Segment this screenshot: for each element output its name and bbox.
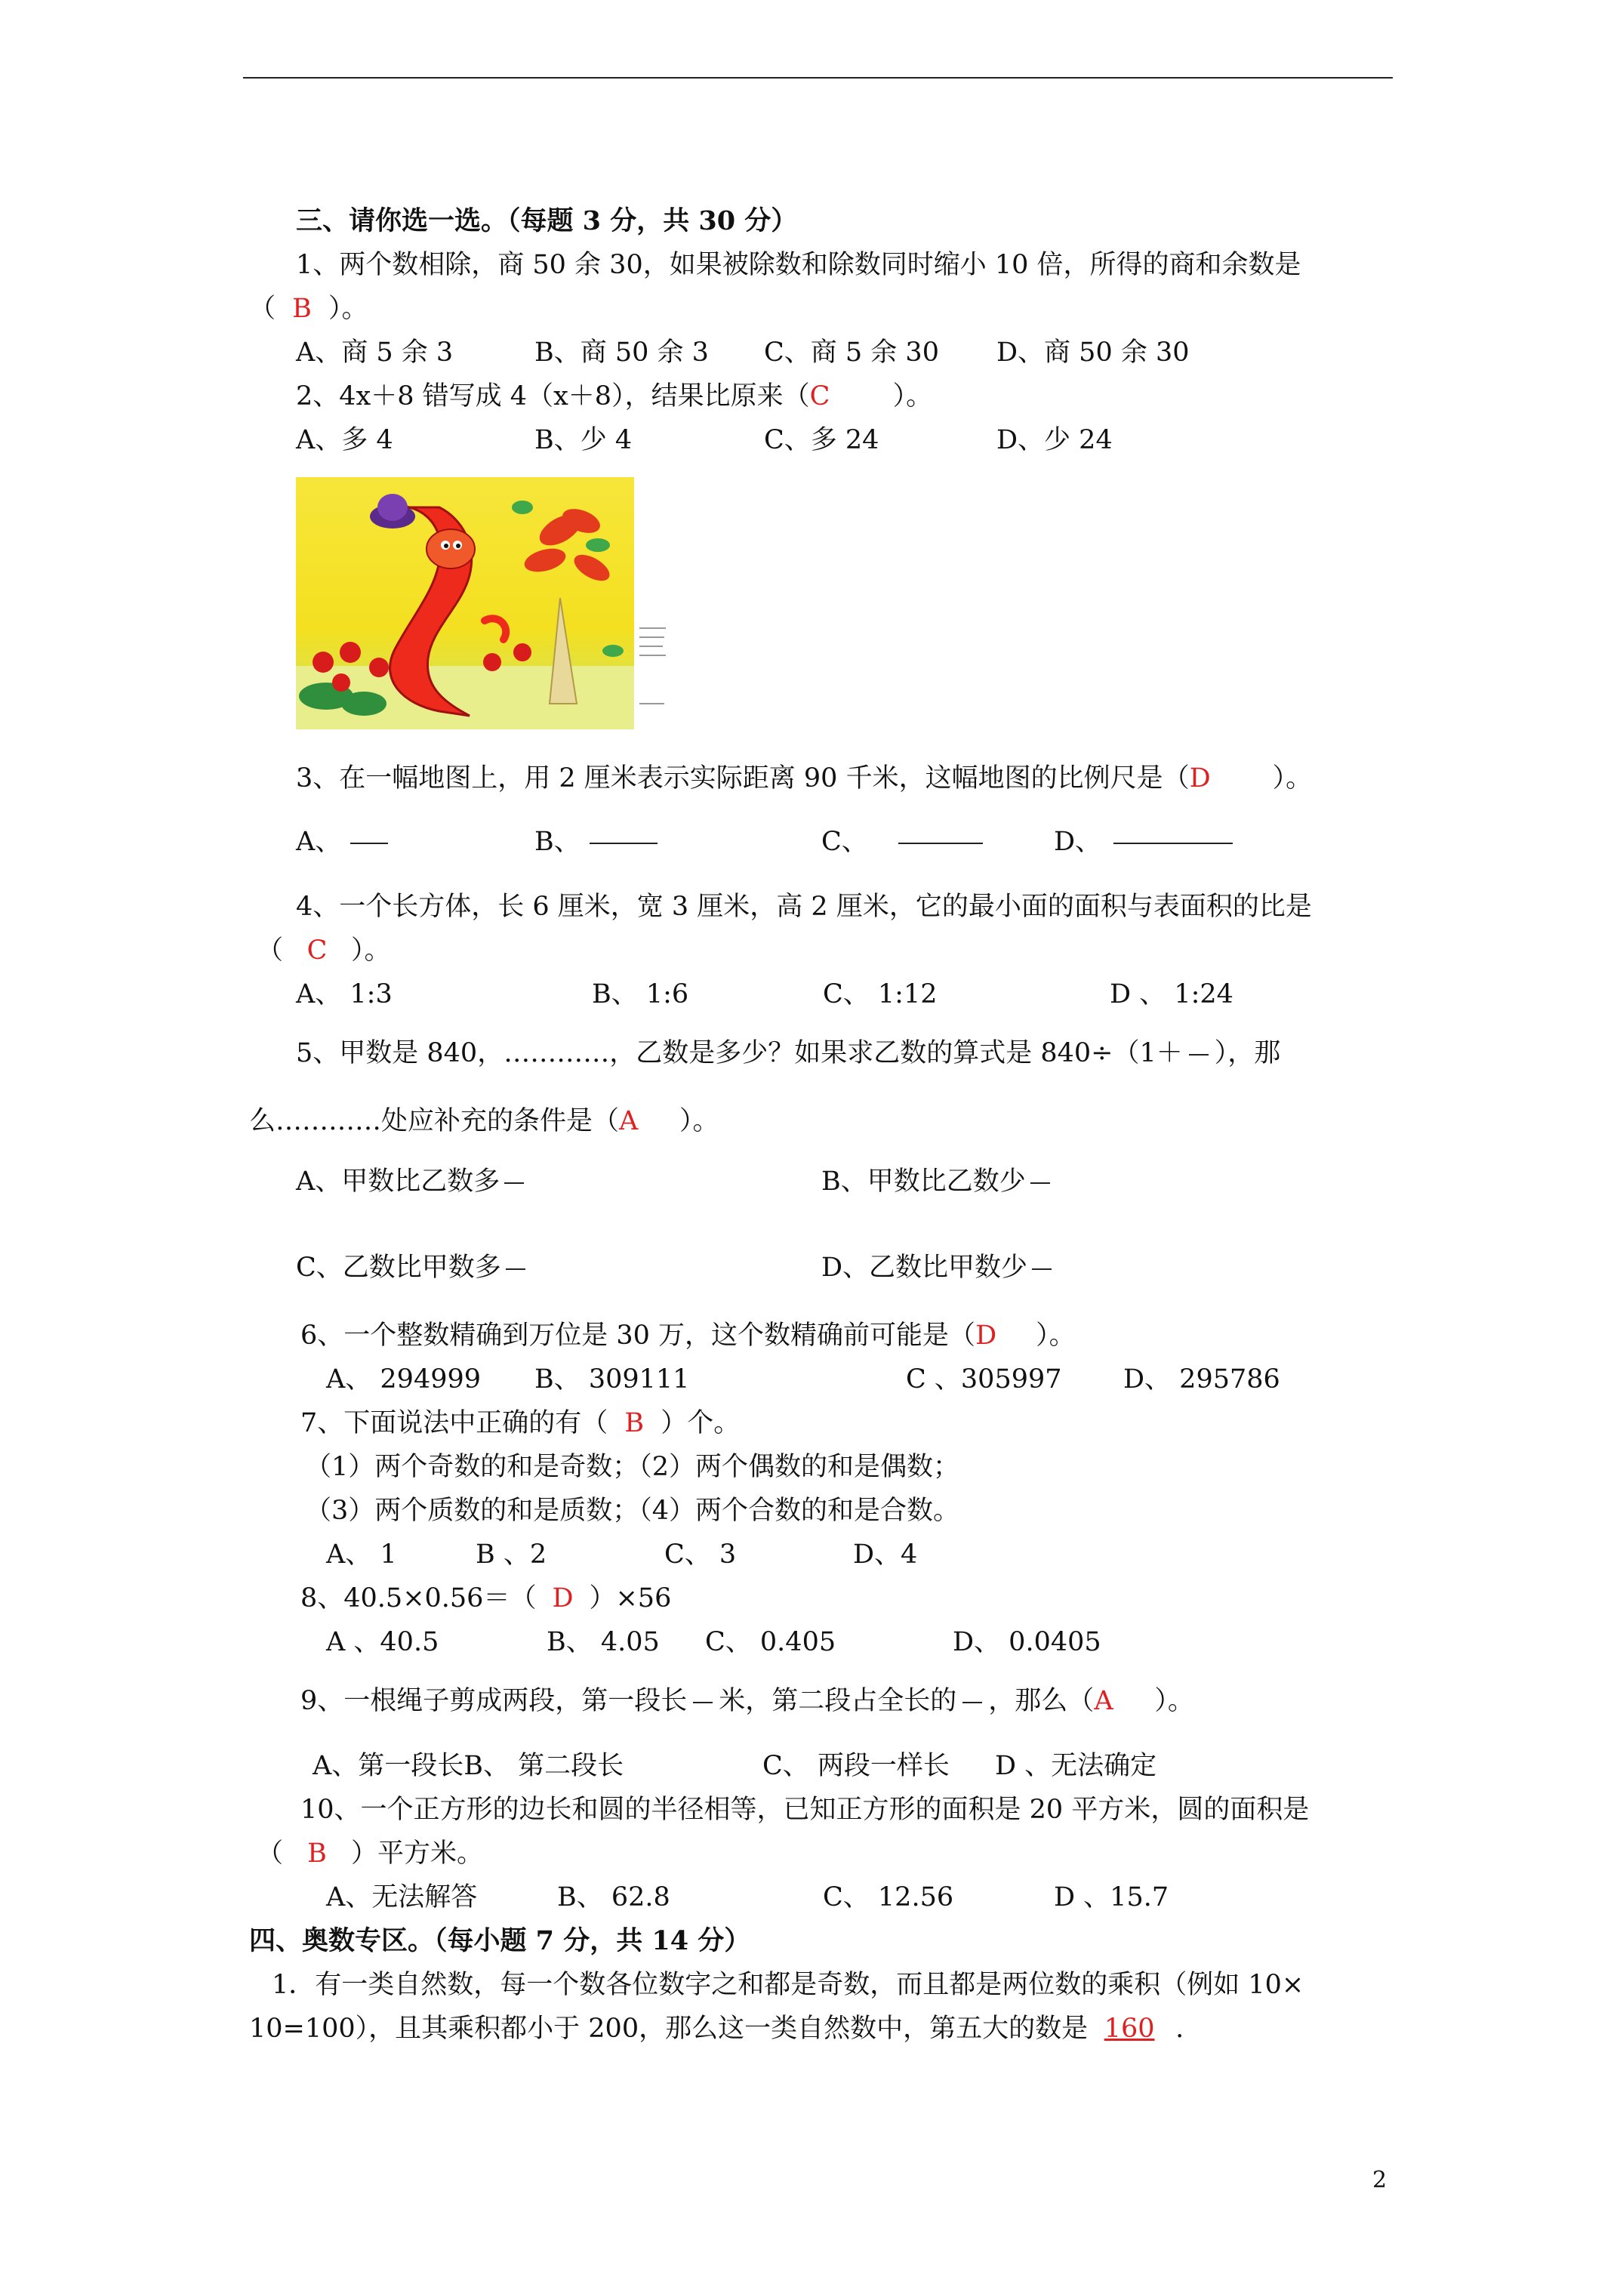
section3-heading: 三、请你选一选。（每题 3 分，共 30 分） [296, 205, 798, 236]
q1-option-b: B、商 50 余 3 [534, 337, 709, 368]
q6-option-d: D、 295786 [1123, 1364, 1280, 1395]
page-number: 2 [1372, 2167, 1387, 2193]
q8-option-a: A 、40.5 [326, 1627, 439, 1657]
q1-option-c: C、商 5 余 30 [764, 337, 939, 368]
q5-stem: 5、甲数是 840，…………，乙数是多少？如果求乙数的算式是 840÷（1＋ ），那 [296, 1038, 1281, 1068]
q5-option-c: C、乙数比甲数多 [296, 1252, 525, 1284]
q5-line2: 么…………处应补充的条件是（A ）。 [249, 1106, 719, 1136]
q4-option-c: C、 1:12 [823, 979, 938, 1009]
q7-statement-1: （1）两个奇数的和是奇数；（2）两个偶数的和是偶数； [305, 1452, 960, 1482]
cartoon-cat-illustration [296, 477, 670, 729]
q4-answer: C [306, 935, 328, 966]
q6-line: 6、一个整数精确到万位是 30 万，这个数精确前可能是（D ）。 [300, 1321, 1076, 1351]
q8-option-d: D、 0.0405 [953, 1627, 1101, 1657]
q2-line: 2、4x＋8 错写成 4（x＋8），结果比原来（C ）。 [296, 381, 933, 411]
q3-option-c: C、 [821, 826, 983, 858]
q4-option-d: D 、 1:24 [1110, 979, 1233, 1009]
q4-option-a: A、 1:3 [296, 979, 393, 1009]
q8-answer: D [552, 1583, 574, 1613]
q10-option-a: A、无法解答 [326, 1882, 478, 1912]
q5-option-a: A、甲数比乙数多 [296, 1166, 524, 1197]
q2-option-d: D、少 24 [996, 425, 1113, 455]
q3-answer: D [1189, 763, 1211, 794]
q7-line: 7、下面说法中正确的有（ B ）个。 [300, 1408, 741, 1438]
q4-stem: 4、一个长方体，长 6 厘米，宽 3 厘米，高 2 厘米，它的最小面的面积与表面积的比是 [296, 892, 1312, 922]
q7-answer: B [624, 1408, 645, 1438]
q2-option-c: C、多 24 [764, 425, 879, 455]
s4-q1-answer: 160 [1104, 2014, 1155, 2044]
q10-stem: 10、一个正方形的边长和圆的半径相等，已知正方形的面积是 20 平方米，圆的面积是 [300, 1795, 1310, 1825]
q8-line: 8、40.5×0.56＝（ D ）×56 [300, 1583, 672, 1613]
q6-option-b: B、 309111 [534, 1364, 690, 1395]
q8-option-b: B、 4.05 [547, 1627, 660, 1657]
q9-answer: A [1094, 1686, 1113, 1716]
q10-option-c: C、 12.56 [823, 1882, 954, 1912]
q2-option-a: A、多 4 [296, 425, 393, 455]
q10-answer-line: （ B ）平方米。 [257, 1838, 484, 1869]
q1-stem: 1、两个数相除，商 50 余 30，如果被除数和除数同时缩小 10 倍，所得的商和余数是 [296, 250, 1301, 280]
q1-option-d: D、商 50 余 30 [996, 337, 1190, 368]
q10-option-d: D 、15.7 [1054, 1882, 1169, 1912]
q1-option-a: A、商 5 余 3 [296, 337, 454, 368]
section4-heading: 四、奥数专区。（每小题 7 分，共 14 分） [249, 1925, 751, 1956]
q4-option-b: B、 1:6 [592, 979, 689, 1009]
q8-option-c: C、 0.405 [705, 1627, 836, 1657]
q4-answer-line: （ C ）。 [257, 935, 391, 966]
q2-option-b: B、少 4 [534, 425, 633, 455]
q9-line: 9、一根绳子剪成两段，第一段长 米，第二段占全长的 ，那么（A ）。 [300, 1686, 1194, 1716]
q7-option-a: A、 1 [326, 1539, 397, 1570]
q9-option-c: C、 两段一样长 [762, 1751, 950, 1781]
q7-option-c: C、 3 [664, 1539, 737, 1570]
q7-option-b: B 、2 [476, 1539, 547, 1570]
s4-q1-line1: 1．有一类自然数，每一个数各位数字之和都是奇数，而且都是两位数的乘积（例如 10× [272, 1970, 1304, 2000]
q3-option-d: D、 [1054, 826, 1233, 858]
q9-option-d: D 、无法确定 [995, 1751, 1157, 1781]
s4-q1-line2: 10=100），且其乘积都小于 200，那么这一类自然数中，第五大的数是 160 . [249, 2014, 1184, 2044]
q6-answer: D [975, 1321, 997, 1351]
q5-answer: A [619, 1106, 639, 1136]
q1-answer: B [292, 294, 312, 324]
q10-option-b: B、 62.8 [557, 1882, 670, 1912]
q3-option-b: B、 [534, 826, 658, 858]
q7-statement-2: （3）两个质数的和是质数；（4）两个合数的和是合数。 [305, 1496, 960, 1526]
q3-option-a: A、 [296, 826, 388, 858]
q6-option-c: C 、305997 [906, 1364, 1062, 1395]
q5-option-b: B、甲数比乙数少 [821, 1166, 1050, 1197]
header-rule [243, 77, 1393, 79]
q5-option-d: D、乙数比甲数少 [821, 1252, 1052, 1284]
q9-option-ab: A、第一段长B、 第二段长 [313, 1751, 624, 1781]
q7-option-d: D、4 [853, 1539, 918, 1570]
q6-option-a: A、 294999 [326, 1364, 482, 1395]
q2-answer: C [809, 381, 830, 411]
q10-answer: B [307, 1838, 327, 1869]
q3-line: 3、在一幅地图上，用 2 厘米表示实际距离 90 千米，这幅地图的比例尺是（D ）。 [296, 763, 1313, 794]
q1-answer-line: （ B ）。 [249, 294, 368, 324]
